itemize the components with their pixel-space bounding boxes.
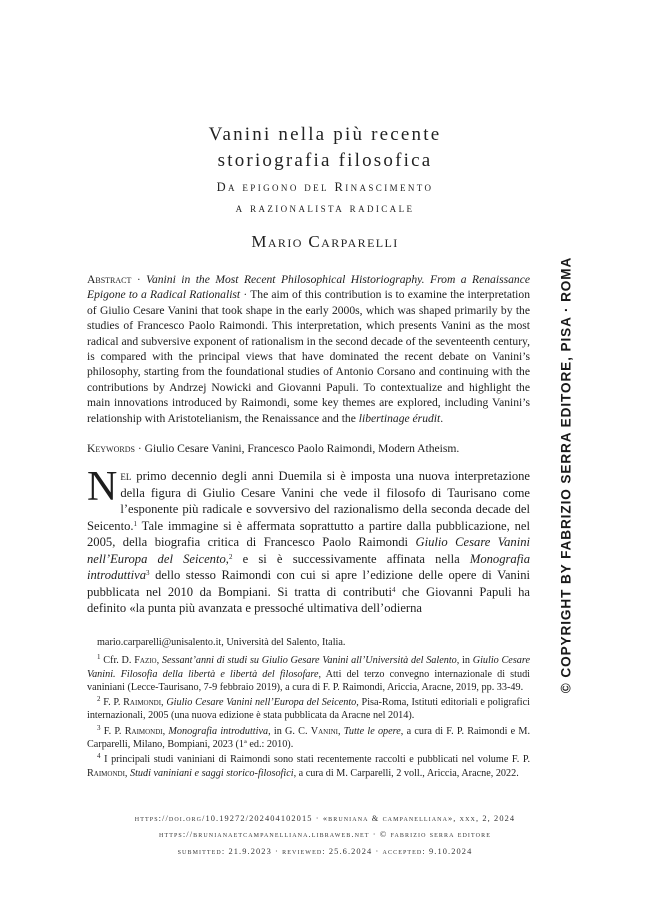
abstract-separator: · bbox=[131, 273, 147, 286]
footnote-ref-2[interactable]: 2 bbox=[228, 552, 233, 561]
footnote-1 bbox=[87, 654, 530, 694]
article-title-line-1: Vanini nella più recente bbox=[208, 124, 442, 145]
footnote-1-title: Sessant’anni di studi su Giulio Gesare Vanini all’Università del Salento bbox=[161, 655, 457, 667]
footnote-3-sep: , bbox=[162, 725, 169, 737]
keywords-text: Giulio Cesare Vanini, Francesco Paolo Raimondi, Modern Atheism. bbox=[144, 442, 460, 455]
abstract-label: Abstract bbox=[87, 273, 132, 286]
body-italic-title-2: Monografia introduttiva bbox=[87, 551, 530, 582]
footnote-2-sep: , bbox=[161, 697, 167, 709]
footnote-3 bbox=[87, 725, 530, 752]
footnote-4-number: 4 bbox=[97, 752, 101, 761]
article-subtitle-line-1: Da epigono del Rinascimento bbox=[216, 180, 434, 194]
footnote-1-mid: , in bbox=[456, 655, 473, 667]
abstract-end: . bbox=[440, 411, 444, 425]
abstract-separator-2: · bbox=[240, 288, 251, 302]
footnote-1-sep: , bbox=[156, 655, 162, 667]
author-name: Mario Carparelli bbox=[251, 232, 399, 251]
footnote-1-rest: , Atti del terzo convegno internazionale di studi vaniniani (Lecce-Taurisano, 7-9 febbraio 2019), a cura di F. P. Raimondi, Ariccia, Aracne, 2019, pp. 33-49. bbox=[87, 668, 530, 693]
abstract-english-title: Vanini in the Most Recent Philosophical Historiography. From a Renaissance Epigone to a Radical Rationalist bbox=[87, 273, 530, 302]
footnote-ref-1[interactable]: 1 bbox=[133, 519, 138, 528]
drop-cap: N bbox=[87, 464, 118, 510]
footer-website-line[interactable]: https://brunianaetcampanelliana.libraweb.net · © fabrizio serra editore bbox=[159, 830, 491, 839]
keywords-label: Keywords bbox=[87, 442, 135, 455]
footnote-ref-3[interactable]: 3 bbox=[146, 569, 150, 577]
footnote-ref-4[interactable]: 4 bbox=[392, 585, 396, 594]
keywords bbox=[87, 441, 530, 456]
footnote-4 bbox=[87, 753, 530, 780]
footnote-1-number: 1 bbox=[97, 653, 101, 662]
footnote-3-author: Raimondi bbox=[124, 725, 163, 737]
footer-doi-line[interactable]: https://doi.org/10.19272/202404102015 · «bruniana & campanelliana», xxx, 2, 2024 bbox=[134, 814, 516, 823]
body-text-4: dello stesso Raimondi con cui si apre l’edizione delle opere di Vanini pubblicata nel 2010 da Bompiani. Si tratta di contributi bbox=[87, 568, 530, 599]
footnote-2-pre: F. P. bbox=[103, 697, 124, 709]
body-text-2-end: , bbox=[225, 551, 229, 566]
abstract bbox=[87, 272, 530, 426]
footer-dates-line: submitted: 21.9.2023 · reviewed: 25.6.2024 · accepted: 9.10.2024 bbox=[177, 847, 473, 856]
body-text-1: primo decennio degli anni Duemila si è imposta una nuova interpretazione della figura di Giulio Cesare Vanini che vede il filosofo di Taurisano come l’esponente più radicale e sovversivo del razionalismo della seconda decade del Seicento. bbox=[87, 469, 530, 533]
footnote-3-number: 3 bbox=[97, 723, 101, 732]
abstract-italic-term: libertinage érudit bbox=[358, 411, 441, 425]
body-text-2: Tale immagine si è affermata soprattutto a partire dalla pubblicazione, nel 2005, della biografia critica di Francesco Paolo Raimondi bbox=[87, 518, 530, 549]
article-subtitle-line-2: a razionalista radicale bbox=[235, 201, 415, 215]
footnote-4-pre: I principali studi vaniniani di Raimondi sono stati recentemente raccolti e pubblicati nel volume F. P. bbox=[104, 754, 530, 766]
footnote-3-pre: F. P. bbox=[103, 725, 125, 737]
body-paragraph bbox=[87, 464, 531, 617]
body-text-3: e si è successivamente affinata nella bbox=[232, 551, 470, 566]
footnote-2-author: Raimondi bbox=[123, 697, 162, 709]
abstract-text: The aim of this contribution is to examine the interpretation of Giulio Cesare Vanini that took shape in the early 2000s, which was shaped primarily by the studies of Francesco Paolo Raimondi. This interpretation, which presents Vanini as the most radical and subversive exponent of rationalism in the second decade of the seventeenth century, is compared with the principal views that have dominated the recent debate on Vanini’s philosophy, starting from the foundational studies of Antonio Corsano and continuing with the contributions by Andrzej Nowicki and Giovanni Papuli. To contextualize and highlight the main innovations introduced by Raimondi, some key themes are explored, including Vanini’s relationship with Aristotelianism, the Renaissance and the bbox=[87, 288, 530, 425]
footnote-2-number: 2 bbox=[97, 695, 101, 704]
opening-smallcaps: el bbox=[120, 469, 132, 483]
footnote-3-mid: , in G. C. bbox=[268, 725, 311, 737]
keywords-separator: · bbox=[134, 442, 145, 455]
footnote-1-author: Fazio bbox=[134, 655, 157, 667]
footnote-4-sep: , bbox=[124, 767, 130, 779]
footnote-3-title-2: Tutte le opere bbox=[343, 725, 401, 737]
article-title-line-2: storiografia filosofica bbox=[217, 150, 433, 171]
footnote-2-title: Giulio Cesare Vanini nell’Europa del Seicento bbox=[166, 697, 357, 709]
author-affiliation: mario.carparelli@unisalento.it, Università del Salento, Italia. bbox=[97, 637, 346, 648]
footnote-4-rest: , a cura di M. Carparelli, 2 voll., Ariccia, Aracne, 2022. bbox=[293, 767, 519, 779]
footnote-2 bbox=[87, 696, 530, 723]
body-italic-title-1: Giulio Cesare Vanini nell’Europa del Seicento bbox=[87, 535, 530, 566]
footnote-3-sep-2: , bbox=[337, 725, 344, 737]
body-text-5: che Giovanni Papuli ha definito «la punta più avanzata e pressoché ultimativa dell’odierna bbox=[87, 584, 531, 615]
copyright-watermark: © COPYRIGHT BY FABRIZIO SERRA EDITORE, PISA · ROMA bbox=[558, 256, 574, 694]
footnote-3-title: Monografia introduttiva bbox=[168, 725, 269, 737]
footnote-4-author: Raimondi bbox=[87, 767, 125, 779]
footnote-1-book: Giulio Cesare Vanini. Filosofia della libertà e libertà del filosofare bbox=[87, 655, 530, 680]
footnote-3-author-2: Vanini bbox=[310, 725, 338, 737]
footnote-1-pre: Cfr. D. bbox=[103, 655, 135, 667]
footnote-4-title: Studi vaniniani e saggi storico-filosofici bbox=[130, 767, 294, 779]
footnote-2-rest: , Pisa-Roma, Istituti editoriali e poligrafici internazionali, 2005 (una nuova edizione è stata pubblicata da Aracne nel 2014). bbox=[87, 697, 530, 722]
footnotes bbox=[87, 636, 530, 782]
footnote-3-rest: , a cura di F. P. Raimondi e M. Carparelli, Milano, Bompiani, 2023 (1ª ed.: 2010). bbox=[87, 725, 531, 751]
